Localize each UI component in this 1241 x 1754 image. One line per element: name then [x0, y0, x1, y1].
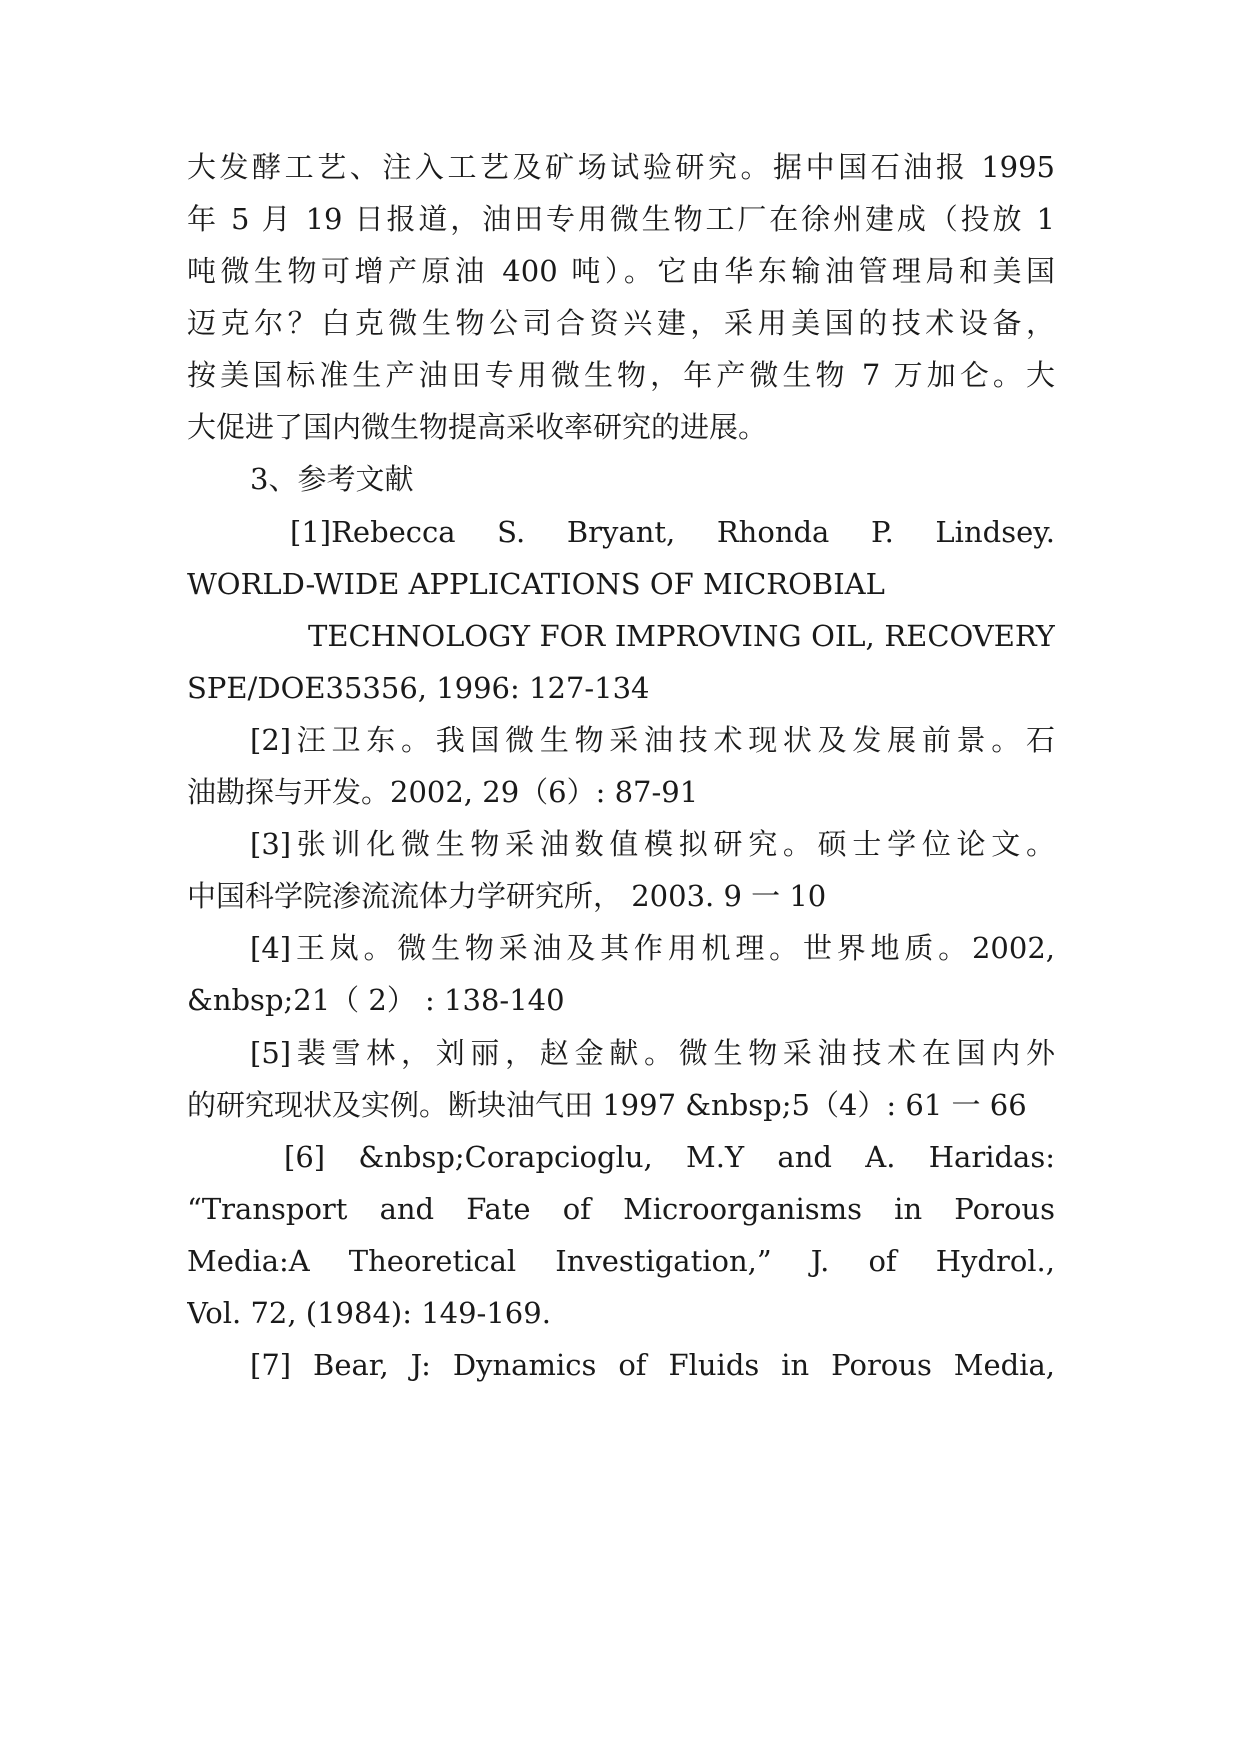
reference-line: 的研究现状及实例。断块油气田 1997 &nbsp;5（4）: 61 一 66 [187, 1088, 1027, 1122]
reference-line: “Transport and Fate of Microorganisms in Porous [187, 1192, 1055, 1226]
paragraph-line: 年 5 月 19 日报道，油田专用微生物工厂在徐州建成（投放 1 [187, 202, 1055, 236]
reference-line: Vol. 72, (1984): 149-169. [187, 1296, 551, 1330]
paragraph-line: 迈克尔？白克微生物公司合资兴建，采用美国的技术设备， [187, 306, 1055, 340]
reference-line: &nbsp;21（ 2） : 138-140 [187, 983, 565, 1017]
paragraph-line: 大发酵工艺、注入工艺及矿场试验研究。据中国石油报 1995 [187, 150, 1055, 184]
reference-line: [7] Bear, J: Dynamics of Fluids in Porous Media, [250, 1348, 1055, 1382]
reference-line: WORLD-WIDE APPLICATIONS OF MICROBIAL [187, 567, 885, 601]
reference-line: Media:A Theoretical Investigation,” J. of Hydrol., [187, 1244, 1055, 1278]
reference-line: 中国科学院渗流流体力学研究所， 2003. 9 一 10 [187, 879, 827, 913]
section-heading: 3、参考文献 [250, 462, 414, 496]
paragraph-line: 大促进了国内微生物提高采收率研究的进展。 [187, 410, 768, 444]
paragraph-line: 按美国标准生产油田专用微生物，年产微生物 7 万加仑。大 [187, 358, 1055, 392]
reference-line: [1]Rebecca S. Bryant, Rhonda P. Lindsey. [290, 515, 1055, 549]
reference-line: [5]裴雪林，刘丽，赵金献。微生物采油技术在国内外 [250, 1036, 1055, 1070]
reference-line: SPE/DOE35356, 1996: 127-134 [187, 671, 650, 705]
reference-line: [2]汪卫东。我国微生物采油技术现状及发展前景。石 [250, 723, 1055, 757]
reference-line: 油勘探与开发。2002, 29（6）: 87-91 [187, 775, 699, 809]
paragraph-line: 吨微生物可增产原油 400 吨）。它由华东输油管理局和美国 [187, 254, 1055, 288]
reference-line: [3]张训化微生物采油数值模拟研究。硕士学位论文。 [250, 827, 1055, 861]
reference-line: [4]王岚。微生物采油及其作用机理。世界地质。2002, [250, 931, 1055, 965]
reference-line: [6] &nbsp;Corapcioglu, M.Y and A. Haridas: [284, 1140, 1055, 1174]
reference-line: TECHNOLOGY FOR IMPROVING OIL, RECOVERY [308, 619, 1055, 653]
